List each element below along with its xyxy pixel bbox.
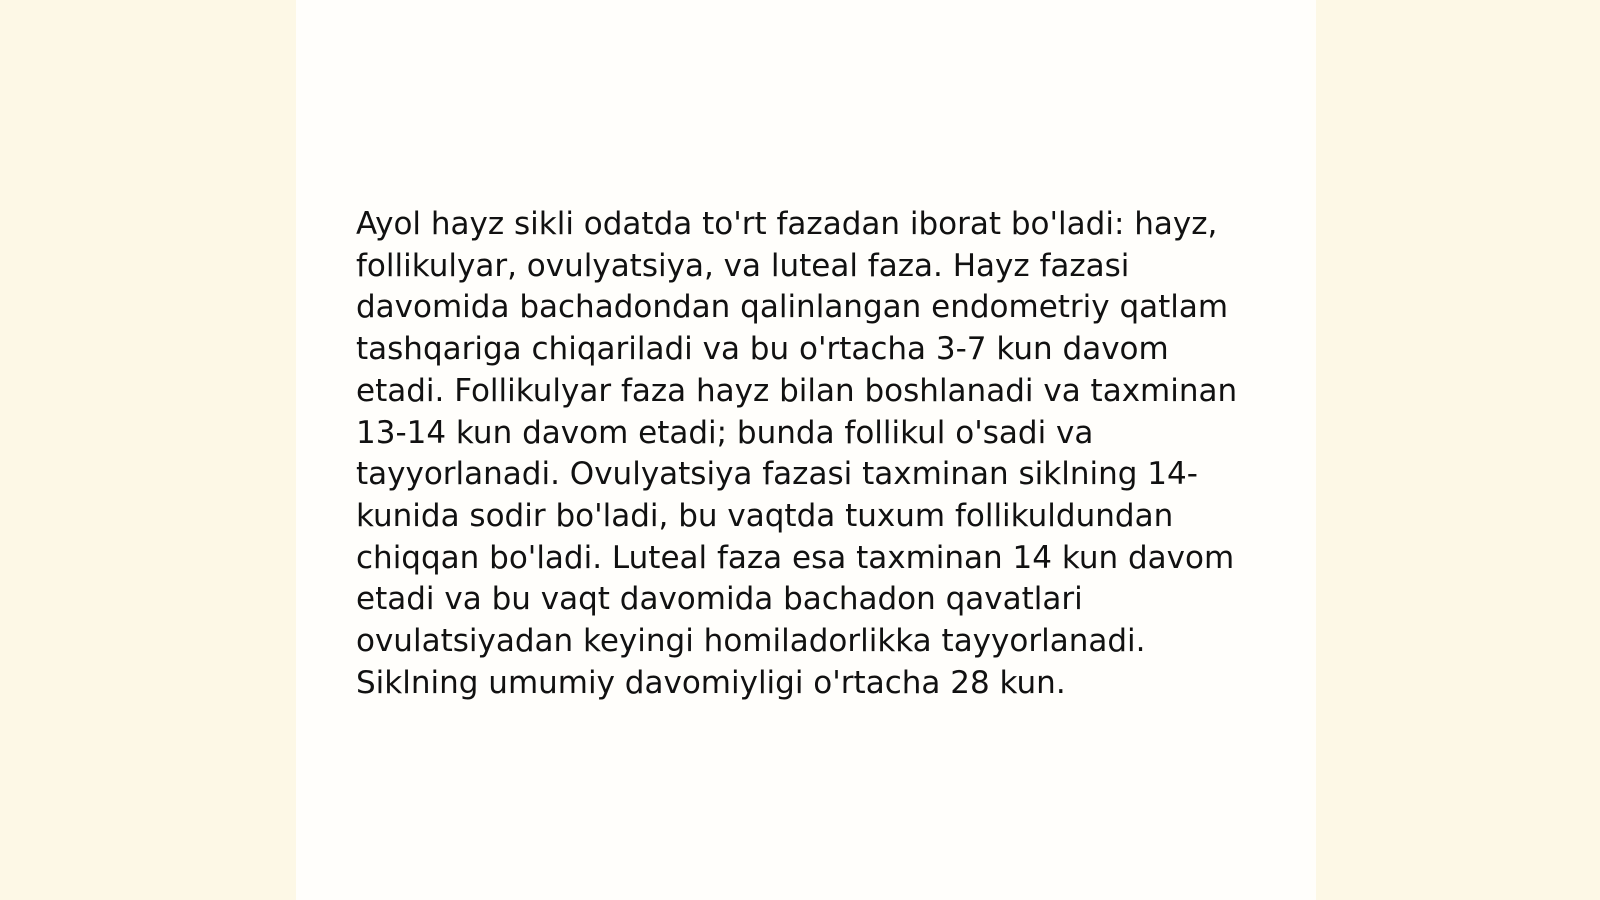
body-paragraph: Ayol hayz sikli odatda to'rt fazadan iborat bo'ladi: hayz, follikulyar, ovulyatsiya, va luteal faza. Hayz fazasi davomida bachadondan qalinlangan endometriy qatlam tashqariga chiqariladi va bu o'rtacha 3-7 kun davom etadi. Follikulyar faza hayz bilan boshlanadi va taxminan 13-14 kun davom etadi; bunda follikul o'sadi va tayyorlanadi. Ovulyatsiya fazasi taxminan siklning 14-kunida sodir bo'ladi, bu vaqtda tuxum follikuldundan chiqqan bo'ladi. Luteal faza esa taxminan 14 kun davom etadi va bu vaqt davomida bachadon qavatlari ovulatsiyadan keyingi homiladorlikka tayyorlanadi. Siklning umumiy davomiyligi o'rtacha 28 kun.: [356, 206, 1238, 701]
document-sheet: [296, 0, 1316, 900]
